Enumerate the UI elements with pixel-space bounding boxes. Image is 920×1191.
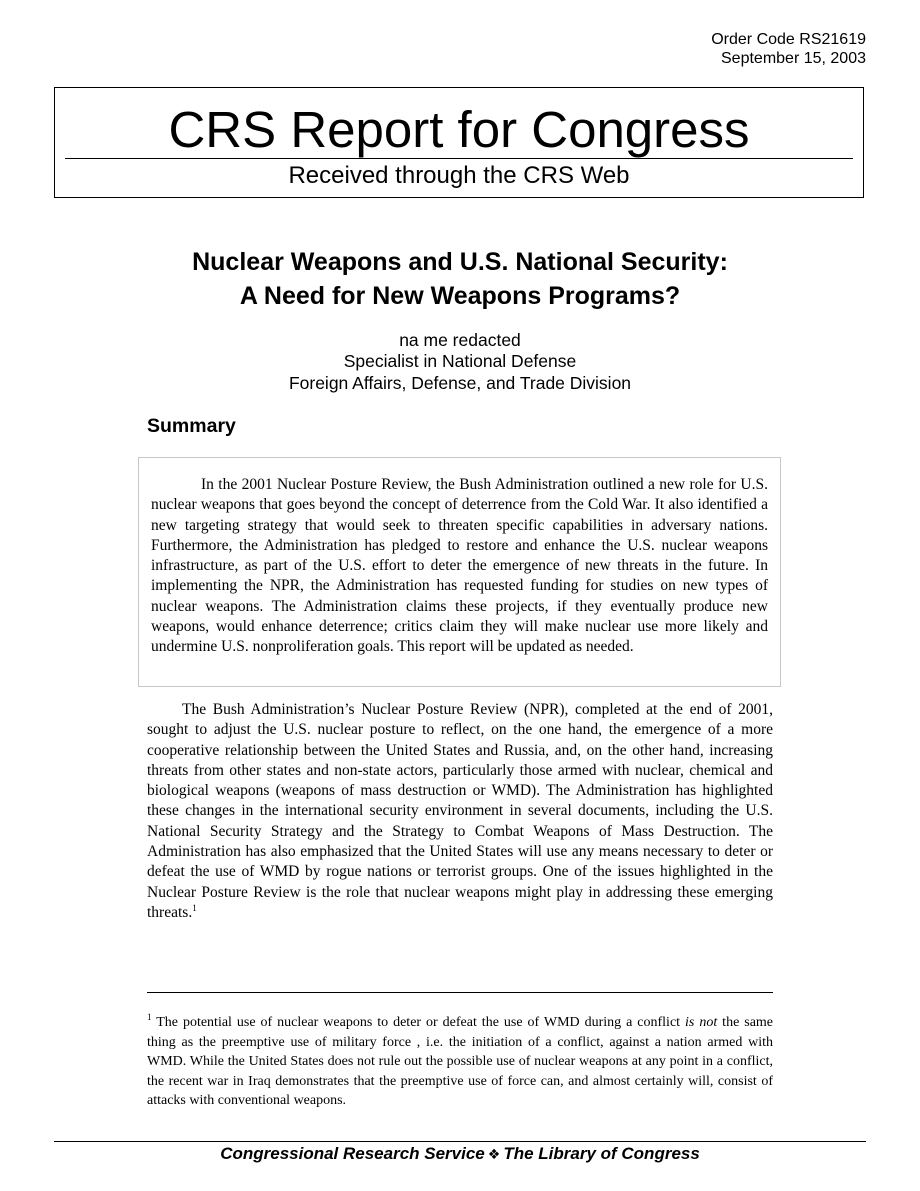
- footnote-number: 1: [147, 1012, 152, 1022]
- masthead-subtitle: Received through the CRS Web: [288, 162, 630, 189]
- footer-left: Congressional Research Service: [220, 1144, 485, 1163]
- footer-divider: [54, 1141, 866, 1142]
- footnote-divider: [147, 992, 773, 993]
- body-paragraph: [147, 700, 773, 923]
- summary-box: [138, 457, 781, 687]
- footnote-text-start: The potential use of nuclear weapons to deter or defeat the use of WMD during a conflict: [156, 1015, 686, 1030]
- author-division: Foreign Affairs, Defense, and Trade Division: [288, 373, 632, 393]
- footnote: [147, 1013, 773, 1111]
- order-info: [711, 30, 866, 68]
- summary-text: In the 2001 Nuclear Posture Review, the Bush Administration outlined a new role for U.S. nuclear weapons that goes beyond the concept of deterrence from the Cold War. It also identified a new targeting strategy that would seek to threaten specific capabilities in adversary nations. Furthermore, the Administration has pledged to restore and enhance the U.S. nuclear weapons infrastructure, as part of the U.S. effort to deter the emergence of new threats in the future. In implementing the NPR, the Administration has requested funding for studies on new types of nuclear weapons. The Administration claims these projects, if they eventually produce new weapons, would enhance deterrence; critics claim they will make nuclear use more likely and undermine U.S. nonproliferation goals. This report will be updated as needed.: [151, 476, 768, 656]
- author-name: na me redacted: [399, 330, 521, 350]
- diamond-icon: ❖: [487, 1146, 501, 1162]
- masthead-title: CRS Report for Congress: [168, 101, 750, 158]
- author-title: Specialist in National Defense: [343, 351, 577, 371]
- body-paragraph-text: The Bush Administration’s Nuclear Posture Review (NPR), completed at the end of 2001, sought to adjust the U.S. nuclear posture to reflect, on the one hand, the emergence of a more cooperative relationship between the United States and Russia, and, on the other hand, increasing threats from other states and non-state actors, particularly those armed with nuclear, chemical and biological weapons (weapons of mass destruction or WMD). The Administration has highlighted these changes in the international security environment in several documents, including the U.S. National Security Strategy and the Strategy to Combat Weapons of Mass Destruction. The Administration has also emphasized that the United States will use any means necessary to deter or defeat the use of WMD by rogue nations or terrorist groups. One of the issues highlighted in the Nuclear Posture Review is the role that nuclear weapons might play in addressing these emerging threats.: [147, 701, 773, 921]
- report-date: September 15, 2003: [721, 50, 866, 67]
- footer-right: The Library of Congress: [503, 1144, 700, 1163]
- report-title-line-2: A Need for New Weapons Programs?: [239, 282, 681, 310]
- footnote-text-end: the same thing as the preemptive use of military force , i.e. the initiation of a conflict, against a nation armed with WMD. While the United States does not rule out the possible use of nuclear weapons at any point in a conflict, the recent war in Iraq demonstrates that the preemptive use of force can, and almost certainly will, consist of attacks with conventional weapons.: [147, 1015, 774, 1108]
- footnote-reference[interactable]: 1: [192, 902, 197, 913]
- masthead: [54, 87, 864, 198]
- page-footer: [0, 1143, 920, 1165]
- masthead-divider: [65, 158, 853, 159]
- order-code: Order Code RS21619: [711, 31, 866, 48]
- report-title-line-1: Nuclear Weapons and U.S. National Security:: [192, 248, 728, 276]
- summary-heading: Summary: [147, 415, 236, 437]
- footnote-emphasis: is not: [685, 1015, 718, 1030]
